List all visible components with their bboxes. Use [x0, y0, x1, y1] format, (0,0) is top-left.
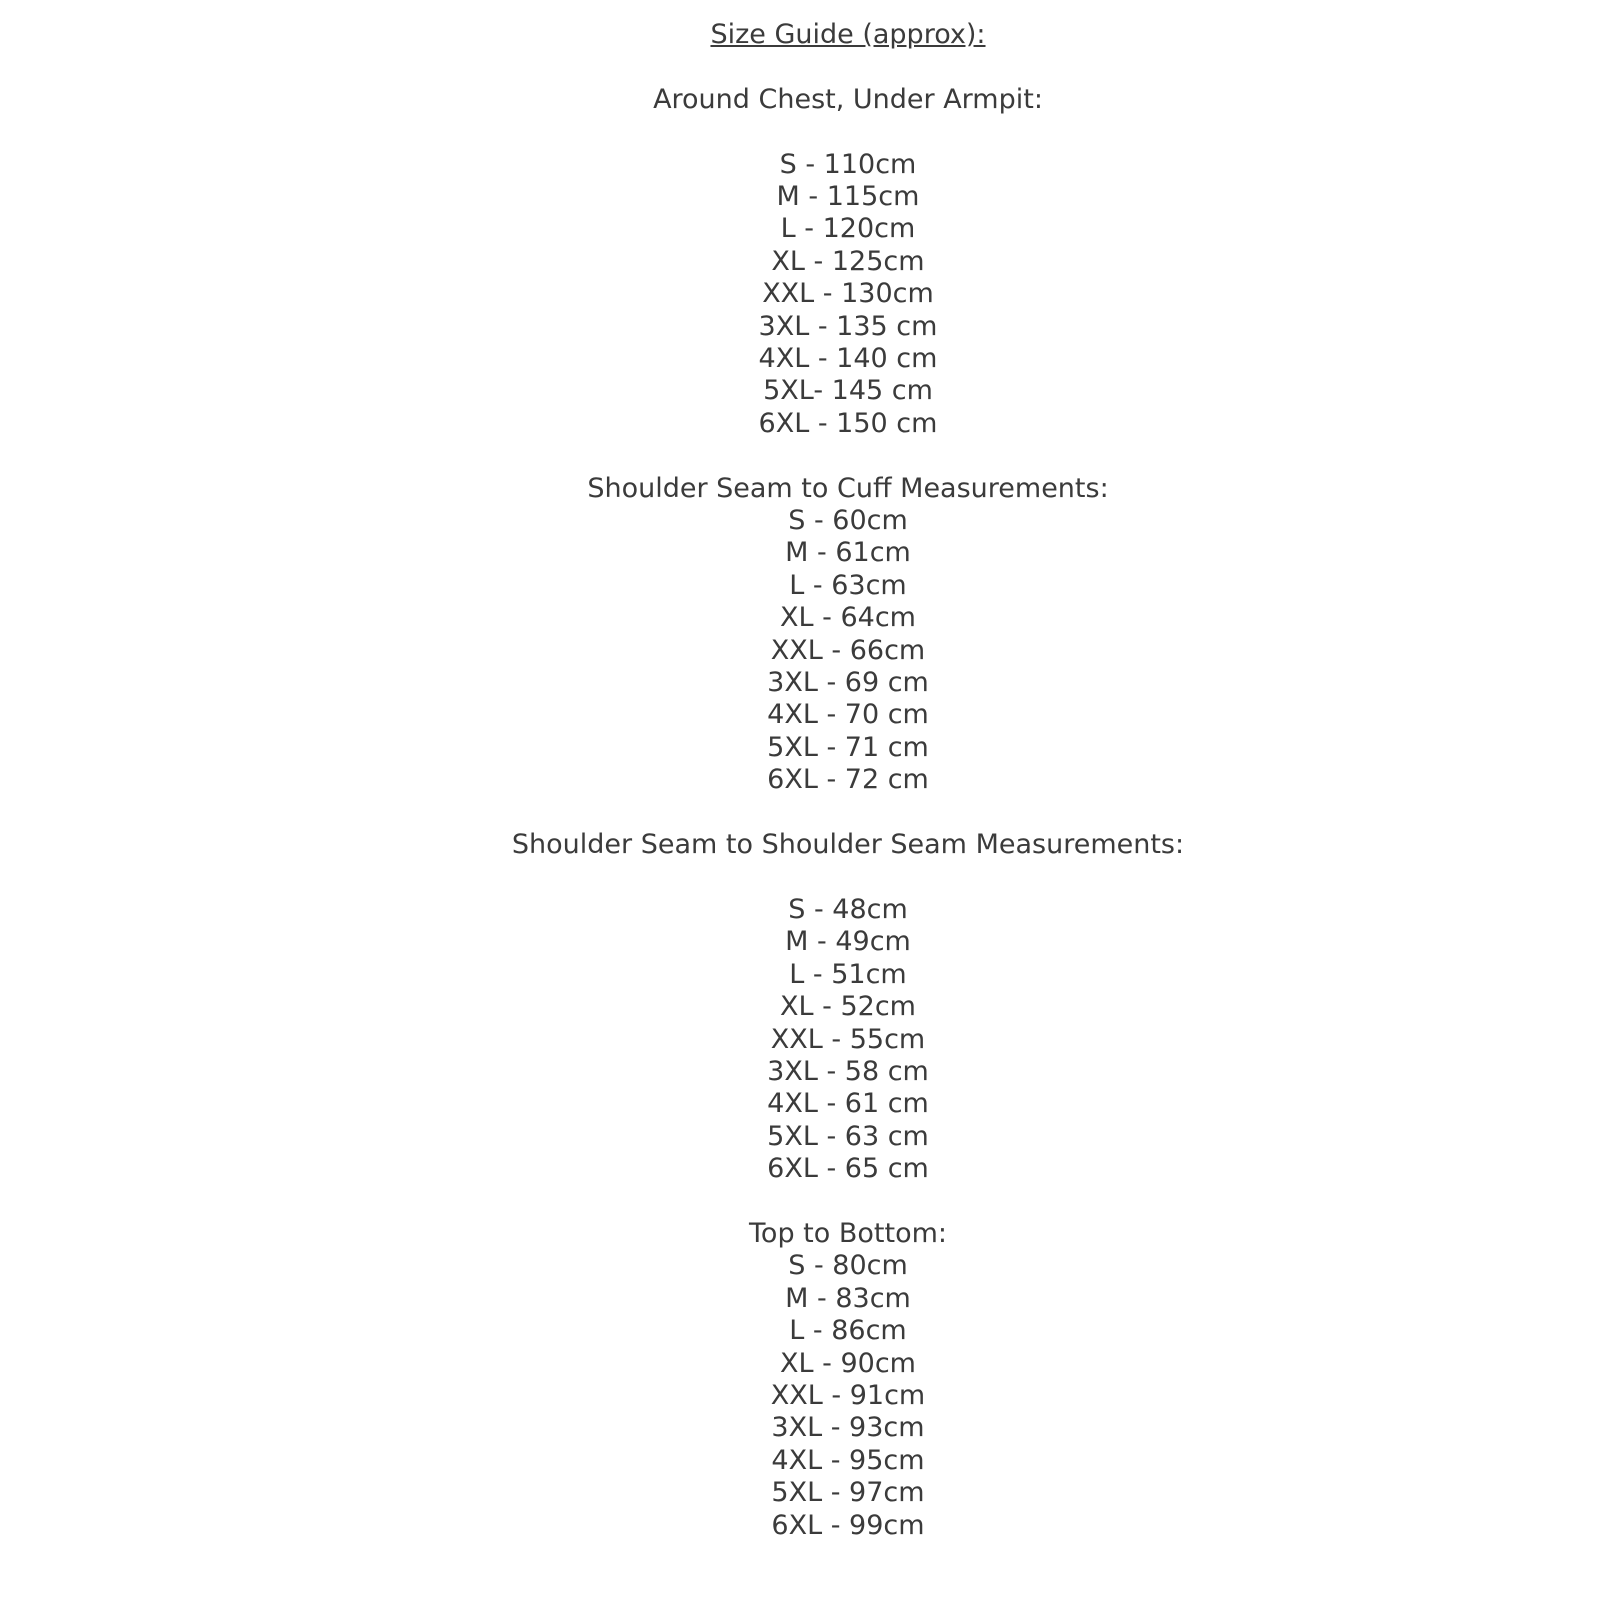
- size-item: XL - 125cm: [771, 245, 925, 277]
- section-heading: Shoulder Seam to Cuff Measurements:: [587, 472, 1109, 504]
- size-sections: [96, 84, 1600, 1542]
- size-section: [96, 473, 1600, 797]
- size-item: 5XL - 97cm: [771, 1477, 925, 1509]
- size-item: 4XL - 70 cm: [767, 699, 929, 731]
- size-item: 5XL- 145 cm: [763, 375, 933, 407]
- size-item: M - 83cm: [785, 1282, 911, 1314]
- size-item: XL - 90cm: [780, 1347, 916, 1379]
- size-item: 6XL - 72 cm: [767, 764, 929, 796]
- size-item: XXL - 130cm: [762, 278, 934, 310]
- size-item: 6XL - 99cm: [771, 1509, 925, 1541]
- size-item: L - 63cm: [789, 569, 907, 601]
- size-item: M - 115cm: [776, 181, 920, 212]
- size-item: 6XL - 150 cm: [758, 407, 938, 439]
- size-item: S - 110cm: [779, 148, 917, 180]
- size-item: 3XL - 93cm: [771, 1412, 925, 1444]
- section-items: [96, 1250, 1600, 1542]
- size-item: XL - 64cm: [780, 602, 916, 634]
- section-items: [96, 894, 1600, 1186]
- size-item: 3XL - 58 cm: [767, 1055, 929, 1087]
- size-item: 5XL - 63 cm: [767, 1120, 929, 1152]
- size-item: L - 120cm: [780, 213, 916, 245]
- size-item: 4XL - 140 cm: [758, 343, 938, 375]
- section-heading: Around Chest, Under Armpit:: [653, 83, 1043, 115]
- size-section: [96, 1218, 1600, 1542]
- size-item: XXL - 55cm: [770, 1023, 926, 1055]
- size-item: L - 51cm: [789, 958, 907, 990]
- size-item: 4XL - 95cm: [771, 1444, 925, 1476]
- section-items: [96, 149, 1600, 441]
- size-section: [96, 84, 1600, 440]
- size-item: L - 86cm: [789, 1315, 907, 1347]
- size-item: XL - 52cm: [780, 991, 916, 1023]
- size-item: S - 48cm: [788, 893, 908, 925]
- size-item: S - 60cm: [788, 505, 908, 537]
- size-item: 4XL - 61 cm: [767, 1088, 929, 1120]
- size-item: 3XL - 69 cm: [767, 667, 929, 699]
- size-item: 6XL - 65 cm: [767, 1153, 929, 1185]
- size-item: M - 49cm: [785, 926, 911, 958]
- section-heading: Shoulder Seam to Shoulder Seam Measurements:: [511, 829, 1185, 861]
- size-item: S - 80cm: [788, 1250, 908, 1282]
- size-item: M - 61cm: [785, 537, 911, 569]
- size-item: 5XL - 71 cm: [767, 731, 929, 763]
- section-items: [96, 505, 1600, 797]
- size-section: [96, 829, 1600, 1185]
- section-heading: Top to Bottom:: [749, 1217, 947, 1249]
- size-item: XXL - 66cm: [770, 634, 926, 666]
- size-item: 3XL - 135 cm: [758, 310, 938, 342]
- page-title: Size Guide (approx):: [710, 19, 986, 50]
- size-item: XXL - 91cm: [770, 1379, 926, 1411]
